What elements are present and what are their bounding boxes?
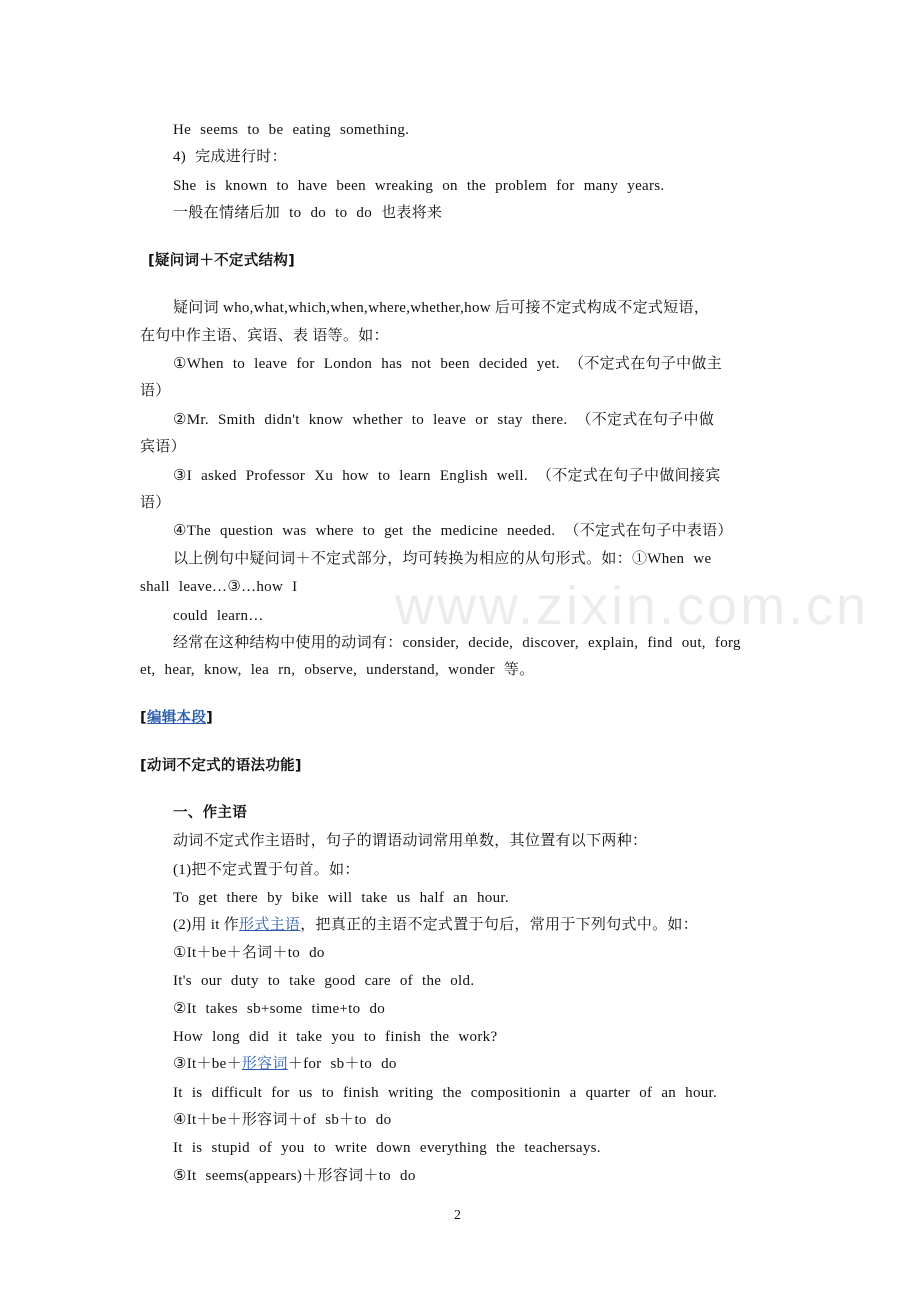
paragraph-line: 经常在这种结构中使用的动词有：consider, decide, discover, explain, find out, forg — [173, 635, 741, 651]
pattern-line: ④It＋be＋形容词＋of sb＋to do — [173, 1112, 392, 1128]
pattern-line: ②It takes sb+some time+to do — [173, 1001, 386, 1017]
text-segment: (2)用 it 作 — [173, 917, 240, 933]
example-sentence: ③I asked Professor Xu how to learn English well. （不定式在句子中做间接宾 — [173, 468, 721, 484]
formal-subject-link[interactable]: 形式主语 — [239, 917, 301, 933]
watermark: www.zixin.com.cn — [395, 576, 870, 636]
note-line: 一般在情绪后加 to do to do 也表将来 — [173, 205, 443, 221]
example-sentence: He seems to be eating something. — [173, 122, 410, 138]
paragraph-line: 以上例句中疑问词＋不定式部分，均可转换为相应的从句形式。如：①When we — [173, 551, 712, 567]
paragraph-line: et, hear, know, lea rn, observe, understand, wonder 等。 — [140, 662, 535, 678]
edit-section-link[interactable]: 编辑本段 — [146, 710, 207, 726]
example-sentence: 语） — [140, 383, 171, 399]
example-sentence: It's our duty to take good care of the old. — [173, 973, 475, 989]
paragraph-line: (1)把不定式置于句首。如： — [173, 862, 360, 878]
text-segment: ③It＋be＋ — [173, 1056, 242, 1072]
list-item: 4) 完成进行时： — [173, 149, 287, 165]
page-number: 2 — [454, 1208, 461, 1223]
text-segment: ，把真正的主语不定式置于句后，常用于下列句式中。如： — [300, 917, 699, 933]
bracket: [ — [140, 710, 147, 726]
paragraph-line: could learn… — [173, 608, 264, 624]
example-sentence: 宾语） — [140, 439, 186, 455]
text-segment: ＋for sb＋to do — [287, 1056, 397, 1072]
example-sentence: She is known to have been wreaking on the problem for many years. — [173, 178, 665, 194]
section-heading: [动词不定式的语法功能] — [140, 758, 302, 774]
pattern-line: ①It＋be＋名词＋to do — [173, 945, 325, 961]
paragraph-line: 疑问词 who,what,which,when,where,whether,how 后可接不定式构成不定式短语， — [173, 300, 710, 316]
example-sentence: To get there by bike will take us half an hour. — [173, 890, 509, 906]
example-sentence: It is difficult for us to finish writing the compositionin a quarter of an hour. — [173, 1085, 718, 1101]
example-sentence: ①When to leave for London has not been decided yet. （不定式在句子中做主 — [173, 356, 723, 372]
paragraph-line: shall leave…③…how I — [140, 579, 298, 595]
subsection-heading: 一、作主语 — [173, 805, 247, 821]
edit-section-link-wrapper — [140, 708, 213, 728]
section-heading: [疑问词＋不定式结构] — [148, 253, 296, 269]
example-sentence: ②Mr. Smith didn't know whether to leave or stay there. （不定式在句子中做 — [173, 412, 715, 428]
paragraph-line — [173, 915, 698, 935]
example-sentence: 语） — [140, 495, 171, 511]
example-sentence: It is stupid of you to write down everything the teachersays. — [173, 1140, 601, 1156]
pattern-line — [173, 1054, 397, 1074]
pattern-line: ⑤It seems(appears)＋形容词＋to do — [173, 1168, 416, 1184]
paragraph-line: 动词不定式作主语时，句子的谓语动词常用单数，其位置有以下两种： — [173, 833, 648, 849]
example-sentence: ④The question was where to get the medicine needed. （不定式在句子中表语） — [173, 523, 733, 539]
adjective-link[interactable]: 形容词 — [241, 1056, 288, 1072]
bracket: ] — [206, 710, 214, 726]
example-sentence: How long did it take you to finish the work? — [173, 1029, 498, 1045]
paragraph-line: 在句中作主语、宾语、表 语等。如： — [140, 328, 389, 344]
